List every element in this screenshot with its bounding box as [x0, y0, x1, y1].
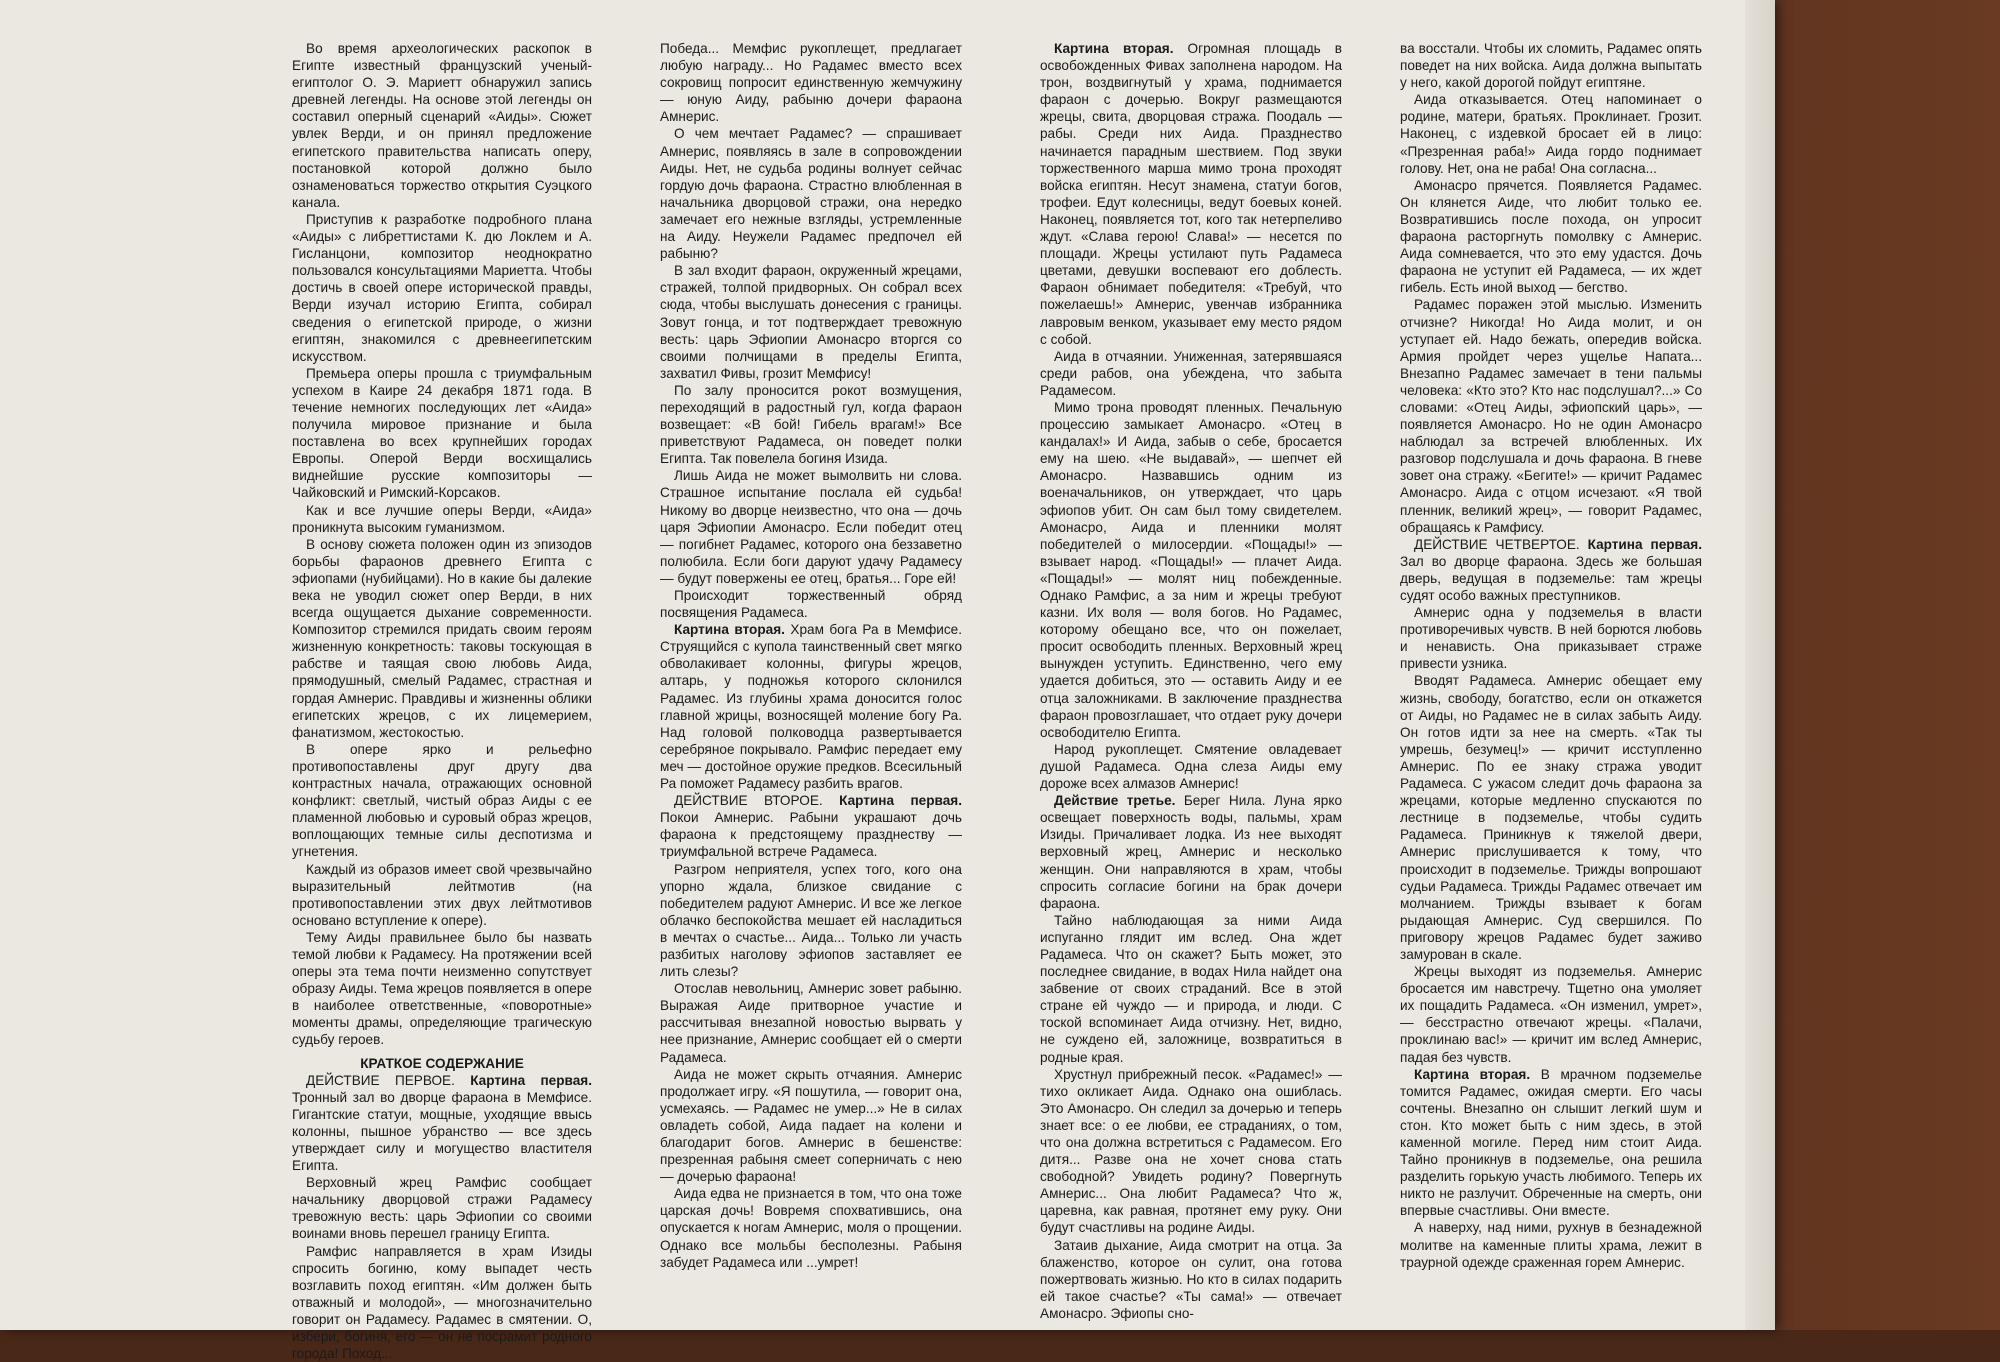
paragraph: [292, 1243, 592, 1362]
paragraph-text: Рамфис направляется в храм Изиды спросить богиню, кому выпадет честь возглавить поход египтян. «Им должен быть отважный и молодой», — многозначительно говорит он Радамесу. Радамес в смятении. О, избери, богиня, его — он не посрамит родного города! Поход...: [292, 1243, 592, 1362]
paragraph-text: Тему Аиды правильнее было бы назвать темой любви к Радамесу. На протяжении всей оперы эта тема почти неизменно сопутствует образу Аиды. Тема жрецов появляется в опере в наиболее ответственные, «поворотные» моменты драмы, определяющие трагическую судьбу героев.: [292, 929, 592, 1048]
text-column-3: [1040, 40, 1342, 1322]
paragraph-text: Приступив к разработке подробного плана «Аиды» с либреттистами К. дю Локлем и А. Гисланцони, композитор неоднократно пользовался консультациями Мариетта. Чтобы достичь в своей опере исторической правды, Верди изучал историю Египта, собирал сведения о египетской природе, о жизни египтян, знакомился с древнеегипетским искусством.: [292, 211, 592, 364]
paragraph: [1400, 604, 1702, 672]
scene-label: Картина первая.: [839, 793, 962, 809]
paragraph-text: Амнерис одна у подземелья в власти противоречивых чувств. В ней борются любовь и ненависть. Она приказывает страже привести узника.: [1400, 605, 1702, 672]
paragraph-text: Радамес поражен этой мыслью. Изменить отчизне? Никогда! Но Аида молит, и он уступает ей. Надо бежать, опередив войска. Армия пройдет через ущелье Напата... Внезапно Радамес замечает в тени пальмы человека: «Кто это? Кто нас подслушал?...» Со словами: «Отец Аиды, эфиопский царь», — появляется Амонасро. Но не один Амонасро наблюдал за встречей влюбленных. Их разговор подслушала и дочь фараона. В гневе зовет она стражу. «Бегите!» — кричит Радамес Амонасро. Аида с отцом исчезают. «Я твой пленник, великий жрец», — говорит Радамес, обращаясь к Рамфису.: [1400, 297, 1702, 535]
paragraph: [1400, 672, 1702, 963]
paragraph-text: Хрустнул прибрежный песок. «Радамес!» — тихо окликает Аида. Однако она ошиблась. Это Амонасро. Он следил за дочерью и теперь знает все: о ее любви, ее страданиях, о том, что она должна встретиться с Радамесом. Его дитя... Разве она не хочет снова стать свободной? Увидеть родину? Повергнуть Амнерис... Она любит Радамеса? Что ж, царевна, как равная, протянет ему руку. Они будут счастливы на родине Аиды.: [1040, 1066, 1342, 1236]
paragraph: [292, 741, 592, 861]
paragraph-text: В основу сюжета положен один из эпизодов борьбы фараонов древнего Египта с эфиопами (нубийцами). Но в какие бы далекие века не уводил сюжет опер Верди, в них всегда ощущается дыхание современности. Композитор стремился придать своим героям жизненную конкретность: таковы тоскующая в рабстве и таящая свою любовь Аида, прямодушный, смелый Радамес, страстная и гордая Амнерис. Правдивы и жизненны облики египетских жрецов, с их лицемерием, фанатизмом, жестокостью.: [292, 536, 592, 740]
paragraph-text: Премьера оперы прошла с триумфальным успехом в Каире 24 декабря 1871 года. В течение немногих последующих лет «Аида» получила мировое признание и была поставлена во всех крупнейших городах Европы. Оперой Верди восхищались виднейшие русские композиторы — Чайковский и Римский-Корсаков.: [292, 365, 592, 501]
paragraph: [660, 382, 962, 467]
paragraph: [660, 861, 962, 981]
paragraph: [1400, 40, 1702, 91]
section-heading: [292, 1055, 592, 1072]
paragraph-text: В зал входит фараон, окруженный жрецами, стражей, толпой придворных. Он собрал всех сюда, чтобы выслушать донесения с границы. Зовут гонца, и тот подтверждает тревожную весть: царь Эфиопии Амонасро вторгся со своими полчищами в пределы Египта, захватил Фивы, грозит Мемфису!: [660, 263, 962, 381]
paragraph-text: Амонасро прячется. Появляется Радамес. Он клянется Аиде, что любит только ее. Возвратившись после похода, он упросит фараона расторгнуть помолвку с Амнерис. Аида сомневается, что это ему удастся. Дочь фараона не уступит ей Радамеса, — их ждет гибель. Есть иной выход — бегство.: [1400, 177, 1702, 296]
paragraph-text: Аида отказывается. Отец напоминает о родине, матери, братьях. Проклинает. Грозит. Наконец, с издевкой бросает ей в лицо: «Презренная раба!» Аида гордо поднимает голову. Нет, она не раба! Она согласна...: [1400, 92, 1702, 176]
paragraph: [1040, 792, 1342, 912]
paragraph-text: Вводят Радамеса. Амнерис обещает ему жизнь, свободу, богатство, если он откажется от Аиды, но Радамес не в силах забыть Аиду. Он готов идти за нее на смерть. «Так ты умрешь, безумец!» — кричит исступленно Амнерис. По ее знаку стража уводит Радамеса. С ужасом следит дочь фараона за жрецами, которые медленно спускаются по лестнице в подземелье, чтобы судить Радамеса. Приникнув к тяжелой двери, Амнерис прислушивается к тому, что происходит в подземелье. Трижды вопрошают судьи Радамеса. Трижды Радамес отвечает им молчанием. Трижды взывает к богам рыдающая Амнерис. Суд свершился. По приговору жрецов Радамес будет заживо замурован в скале.: [1400, 673, 1702, 962]
paragraph: [660, 1185, 962, 1270]
paragraph-text: Происходит торжественный обряд посвящения Радамеса.: [660, 588, 962, 621]
paragraph: [292, 502, 592, 536]
paragraph: [292, 536, 592, 741]
paragraph: [1400, 1219, 1702, 1270]
scene-label: Картина вторая.: [674, 622, 785, 638]
paragraph: [660, 467, 962, 587]
paragraph-text: О чем мечтает Радамес? — спрашивает Амнерис, появляясь в зале в сопровождении Аиды. Нет, не судьба родины волнует сейчас гордую дочь фараона. Страстно влюбленная в начальника дворцовой стражи, она нередко замечает его нежные взгляды, устремленные на Аиду. Неужели Радамес предпочел ей рабыню?: [660, 126, 962, 262]
paragraph: [1400, 91, 1702, 176]
paragraph: [292, 365, 592, 502]
paragraph: [1400, 177, 1702, 297]
paragraph-text: Аида не может скрыть отчаяния. Амнерис продолжает игру. «Я пошутила, — говорит она, усмехаясь. — Радамес не умер...» Не в силах овладеть собой, Аида падает на колени и благодарит богов. Амнерис в бешенстве: презренная рабыня смеет соперничать с нею — дочерью фараона!: [660, 1066, 962, 1185]
paragraph: [660, 1066, 962, 1186]
paragraph: [292, 40, 592, 211]
text-column-2: [660, 40, 962, 1271]
paragraph: [1040, 1066, 1342, 1237]
paragraph-text: Затаив дыхание, Аида смотрит на отца. За блаженство, которое он сулит, она готова пожертвовать жизнью. Но кто в силах подарить ей такое счастье? «Ты сама!» — отвечает Амонасро. Эфиопы сно-: [1040, 1237, 1342, 1321]
heading-text: КРАТКОЕ СОДЕРЖАНИЕ: [360, 1055, 524, 1071]
paragraph-text: Зал во дворце фараона. Здесь же большая дверь, ведущая в подземелье: там жрецы судят особо важных преступников.: [1400, 553, 1702, 603]
text-column-1: [292, 40, 592, 1362]
act-label: ДЕЙСТВИЕ ЧЕТВЕРТОЕ.: [1414, 536, 1580, 552]
paragraph: [1040, 912, 1342, 1066]
paragraph: [292, 861, 592, 929]
paragraph: [1400, 963, 1702, 1066]
paragraph: [292, 1174, 592, 1242]
paragraph-text: Берег Нила. Луна ярко освещает поверхность воды, пальмы, храм Изиды. Причаливает лодка. Из нее выходят верховный жрец, Амнерис и несколько женщин. Они направляются в храм, чтобы спросить согласие богини на брак дочери фараона.: [1040, 793, 1343, 911]
paragraph-text: Огромная площадь в освобожденных Фивах заполнена народом. На трон, воздвигнутый у храма, поднимается фараон с дочерью. Вокруг размещаются жрецы, свита, дворцовая стража. Поодаль — рабы. Среди них Аида. Празднество начинается парадным шествием. Под звуки торжественного марша мимо трона проходят войска египтян. Несут знамена, статуи богов, трофеи. Едут колесницы, ведут боевых коней. Наконец, появляется тот, кого так нетерпеливо ждут. «Слава герою! Слава!» — несется по площади. Жрецы устилают путь Радамеса цветами, девушки воспевают его доблесть. Фараон обнимает победителя: «Требуй, что пожелаешь!» Амнерис, увенчав избранника лавровым венком, указывает ему место рядом с собой.: [1040, 41, 1342, 347]
paragraph: [1040, 741, 1342, 792]
paragraph: [1400, 1066, 1702, 1220]
paragraph-text: Отослав невольниц, Амнерис зовет рабыню. Выражая Аиде притворное участие и рассчитывая внезапной новостью вырвать у нее признание, Амнерис сообщает ей о смерти Радамеса.: [660, 981, 962, 1065]
paragraph-text: Разгром неприятеля, успех того, кого она упорно ждала, близкое свидание с победителем радуют Амнерис. И все же легкое облачко беспокойства мешает ей насладиться в мечтах о счастье... Аида... Только ли участь разбитых наголову эфиопов заставляет ее лить слезы?: [660, 861, 962, 980]
paragraph-text: А наверху, над ними, рухнув в безнадежной молитве на каменные плиты храма, лежит в траурной одежде сраженная горем Амнерис.: [1400, 1220, 1702, 1270]
paragraph-text: Покои Амнерис. Рабыни украшают дочь фараона к предстоящему празднеству — триумфальной встрече Радамеса.: [660, 810, 962, 860]
paragraph-text: Как и все лучшие оперы Верди, «Аида» проникнута высоким гуманизмом.: [292, 502, 592, 535]
paragraph-text: Аида едва не признается в том, что она тоже царская дочь! Вовремя спохватившись, она опускается к ногам Амнерис, моля о прощении. Однако все мольбы бесполезны. Рабыня забудет Радамеса или ...умрет!: [660, 1186, 962, 1270]
paragraph-text: Верховный жрец Рамфис сообщает начальнику дворцовой стражи Радамесу тревожную весть: царь Эфиопии со своими воинами вновь перешел границу Египта.: [292, 1175, 592, 1242]
paragraph-text: Храм бога Ра в Мемфисе. Струящийся с купола таинственный свет мягко обволакивает колонны, фигуры жрецов, алтарь, у подножья которого склонился Радамес. Из глубины храма доносится голос главной жрицы, возносящей моление богу Ра. Над головой полководца развертывается серебряное покрывало. Рамфис передает ему меч — достойное оружие предков. Всесильный Ра поможет Радамесу разбить врагов.: [660, 622, 962, 792]
scene-label: Картина вторая.: [1054, 41, 1174, 56]
paragraph-text: По залу проносится рокот возмущения, переходящий в радостный гул, когда фараон возвещает: «В бой! Гибель врагам!» Все приветствуют Радамеса, он поведет полки Египта. Так повелела богиня Изида.: [660, 382, 962, 467]
paragraph: [660, 587, 962, 621]
scene-label: Картина первая.: [470, 1072, 592, 1088]
act-label: ДЕЙСТВИЕ ВТОРОЕ.: [674, 793, 823, 809]
paragraph-text: Лишь Аида не может вымолвить ни слова. Страшное испытание послала ей судьба! Никому во дворце неизвестно, что она — дочь царя Эфиопии Амонасро. Если победит отец — погибнет Радамес, которого она беззаветно полюбила. Если боги даруют удачу Радамесу — будут повержены ее отец, братья... Горе ей!: [660, 468, 962, 586]
paragraph-text: Аида в отчаянии. Униженная, затерявшаяся среди рабов, она убеждена, что забыта Радамесом.: [1040, 348, 1342, 398]
paragraph: [1040, 348, 1342, 399]
scene-label: Действие третье.: [1054, 793, 1176, 809]
paragraph: [1040, 1237, 1342, 1322]
paragraph: [660, 262, 962, 382]
paragraph: [660, 792, 962, 860]
paragraph: [660, 125, 962, 262]
paragraph-text: В мрачном подземелье томится Радамес, ожидая смерти. Его часы сочтены. Внезапно он слышит легкий шум и стон. Кто может быть с ним здесь, в этой каменной могиле. Перед ним стоит Аида. Тайно проникнув в подземелье, она решила разделить горькую участь любимого. Теперь их никто не разлучит. Обреченные на смерть, они впервые счастливы. Они вместе.: [1400, 1066, 1702, 1219]
paragraph-text: Победа... Мемфис рукоплещет, предлагает любую награду... Но Радамес вместо всех сокровищ попросит единственную жемчужину — юную Аиду, рабыню дочери фараона Амнерис.: [660, 41, 962, 125]
sleeve-edge: [1745, 0, 1775, 1330]
paragraph: [660, 40, 962, 125]
paragraph: [1040, 40, 1342, 348]
paragraph-text: Народ рукоплещет. Смятение овладевает душой Радамеса. Одна слеза Аиды ему дороже всех алмазов Амнерис!: [1040, 741, 1342, 792]
scene-label: Картина вторая.: [1414, 1066, 1531, 1082]
paragraph-text: Жрецы выходят из подземелья. Амнерис бросается им навстречу. Тщетно она умоляет их пощадить Радамеса. «Он изменил, умрет», — бесстрастно отвечают жрецы. «Палачи, проклинаю вас!» — кричит им вслед Амнерис, падая без чувств.: [1400, 964, 1702, 1065]
scene-label: Картина первая.: [1587, 536, 1703, 552]
paragraph: [292, 929, 592, 1049]
paragraph-text: Во время археологических раскопок в Египте известный французский ученый-египтолог О. Э. Мариетт обнаружил запись древней легенды. На основе этой легенды он составил оперный сценарий «Аиды». Сюжет увлек Верди, и он принял предложение египетского правительства написать оперу, постановкой которой должно было ознаменоваться торжество открытия Суэцкого канала.: [292, 41, 592, 210]
paragraph-text: Тронный зал во дворце фараона в Мемфисе. Гигантские статуи, мощные, уходящие ввысь колонны, пышное убранство — все здесь утверждает силу и могущество властителя Египта.: [292, 1089, 592, 1174]
paragraph: [660, 621, 962, 792]
paragraph-text: В опере ярко и рельефно противопоставлены друг другу два контрастных начала, отражающих основной конфликт: светлый, чистый образ Аиды с ее пламенной любовью и суровый образ жрецов, воплощающих темные силы деспотизма и угнетения.: [292, 741, 592, 860]
paragraph: [292, 211, 592, 365]
text-column-4: [1400, 40, 1702, 1271]
paragraph-text: Мимо трона проводят пленных. Печальную процессию замыкает Амонасро. «Отец в кандалах!» И Аида, забыв о себе, бросается ему на шею. «Не выдавай», — шепчет ей Амонасро. Назвавшись одним из военачальников, он утверждает, что царь эфиопов убит. Он сам был тому свидетелем. Амонасро, Аида и пленники молят победителей о милосердии. «Пощады!» — взывает народ. «Пощады!» — плачет Аида. «Пощады!» — молят ниц побежденные. Однако Рамфис, а за ним и жрецы требуют казни. Их воля — воля богов. Но Радамес, которому обещано все, что он пожелает, просит освободить пленных. Верховный жрец вынужден уступить. Единственно, чего ему удается добиться, это — оставить Аиду и ее отца заложниками. В заключение празднества фараон провозглашает, что отдает руку дочери освободителю Египта.: [1040, 399, 1342, 740]
paragraph: [1040, 399, 1342, 741]
paragraph: [1400, 296, 1702, 535]
act-label: ДЕЙСТВИЕ ПЕРВОЕ.: [306, 1072, 455, 1088]
paragraph-text: ва восстали. Чтобы их сломить, Радамес опять поведет на них войска. Аида должна выпытать у него, какой дорогой пойдут египтяне.: [1400, 41, 1702, 91]
paragraph-text: Каждый из образов имеет свой чрезвычайно выразительный лейтмотив (на противопоставлении этих двух лейтмотивов основано вступление к опере).: [292, 861, 592, 928]
paragraph: [292, 1072, 592, 1175]
paragraph: [660, 980, 962, 1065]
paragraph: [1400, 536, 1702, 604]
paragraph-text: Тайно наблюдающая за ними Аида испуганно глядит им вслед. Она ждет Радамеса. Что он скажет? Быть может, это последнее свидание, в водах Нила найдет она забвение от своих страданий. Все в этой стране ей чуждо — и природа, и люди. С тоской вспоминает Аида отчизну. Нет, видно, не суждено ей, заложнице, возвратиться в родные края.: [1040, 912, 1342, 1065]
